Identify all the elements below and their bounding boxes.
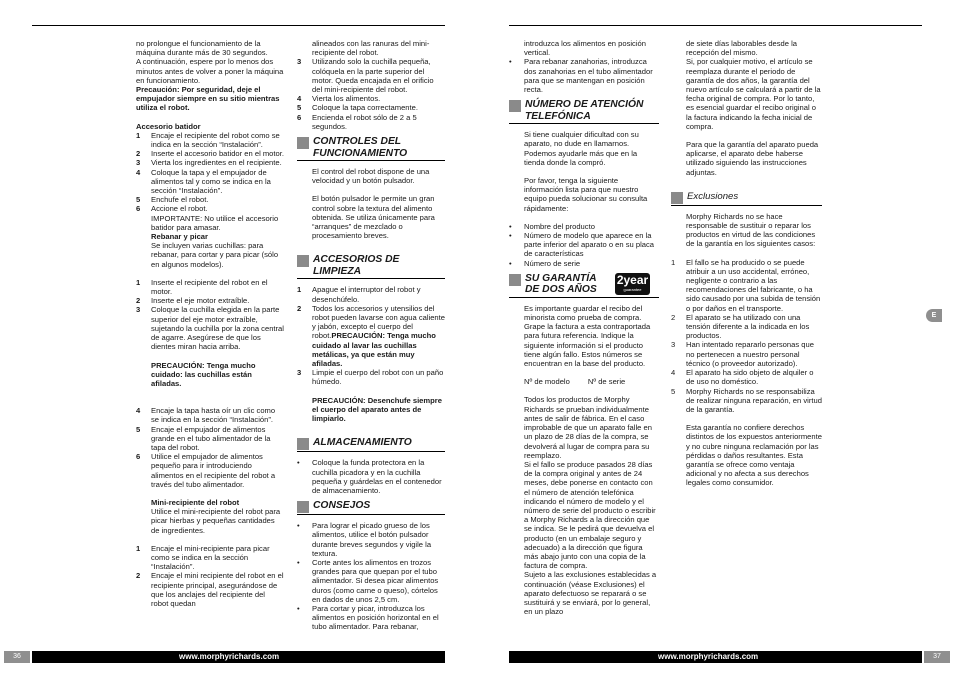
section-heading-text: NÚMERO DE ATENCIÓN TELEFÓNICA [525,99,644,122]
serial-fields [509,377,659,386]
paragraph: Si tiene cualquier dificultad con su aparato, no dude en llamarnos. Podemos ayudarle más que en la tienda donde la compró. [524,130,639,167]
spacer [136,113,284,122]
bullet-text: Corte antes los alimentos en trozos grandes para que quepan por el tubo alimentador. Si desea picar alimentos duros (como carne o queso), córtelos en dados de unos 2,5 cm. [312,557,439,604]
step-number: 6 [136,452,141,462]
spacer [509,167,659,176]
bullet-dot: • [297,458,300,468]
step-text: Utilizando solo la cuchilla pequeña, colóquela en la parte superior del motor. Queda encajada en el orificio del mini-recipiente del robot. [312,57,434,95]
paragraph: Es importante guardar el recibo del minorista como prueba de compra. Grape la factura a esta contraportada para futura referencia. Indique la siguiente información si el producto tiene algún fallo. Estos números se encuentran en la base del producto. [524,303,651,369]
heading-square-marker [671,192,683,204]
section-heading-text: CONSEJOS [313,500,371,512]
numbered-step [136,278,284,296]
spacer [297,387,445,396]
heading-square-marker [297,501,309,513]
step-text: Accione el robot. [151,204,208,214]
section-heading [509,99,659,124]
numbered-step [136,425,284,453]
step-number: 4 [136,167,141,177]
numbered-step [136,452,284,489]
spacer [136,269,284,278]
bullet-text: Nombre del producto [524,221,595,231]
right-footer-url: www.morphyrichards.com [658,652,759,661]
step-text: El fallo se ha producido o se puede atribuir a un uso accidental, erróneo, negligente o contrario a las recomendaciones del fabricante, o ha sido causado por una subida de tensión o por daños en el transporte. [686,257,821,313]
bullet-text: Para rebanar zanahorias, introduzca dos zanahorias en el tubo alimentador para que se mantengan en posición recta. [524,57,653,95]
numbered-step [671,387,822,415]
step-number: 3 [297,57,302,67]
bold-paragraph: Precaución: Por seguridad, deje el empujador siempre en su sitio mientras utiliza el robot. [136,85,280,113]
numbered-step [671,340,822,368]
bullet-item [297,521,445,558]
bullet-text: Número de serie [524,258,581,268]
numbered-step [297,304,445,368]
paragraph: Utilice el mini-recipiente del robot para picar hierbas y pequeñas cantidades de ingredientes. [151,507,281,535]
spacer [671,177,822,186]
paragraph: Todos los productos de Morphy Richards se prueban individualmente antes de salir de fábrica. En el caso improbable de que un aparato falle en un plazo de 28 días de la compra, se devolverá al lugar de compra para su reemplazo. [524,395,652,460]
step-number: 1 [297,285,302,295]
logo-small-text: guarantee [623,286,642,292]
step-number: 5 [297,103,302,113]
right-page-number: 37 [924,651,950,663]
paragraph: Por favor, tenga la siguiente información lista para que nuestro equipo pueda solucionar su consulta rápidamente: [524,176,648,213]
bullet-text: Para cortar y picar, introduzca los alimentos en posición horizontal en el tubo alimentador. Para rebanar, [312,603,439,632]
paragraph: IMPORTANTE: No utilice el accesorio batidor para amasar. [151,213,279,232]
bullet-item [297,458,445,495]
heading-square-marker [297,137,309,149]
logo-big-text: 2year [616,272,649,287]
spacer [136,397,284,406]
heading-square-marker [297,438,309,450]
paragraph: El control del robot dispone de una velocidad y un botón pulsador. [312,167,430,186]
step-text: Vierta los ingredientes en el recipiente. [151,158,282,168]
step-text-normal: Todos los accesorios y utensilios del robot pueden lavarse con agua caliente y jabón, excepto el cuerpo del robot. [312,303,445,341]
step-text: Coloque la tapa y el empujador de alimentos tal y como se indica en la sección “Instalación”. [151,167,271,196]
step-number: 5 [136,424,141,434]
bullet-item [509,259,659,268]
paragraph: Si, por cualquier motivo, el artículo se reemplaza durante el periodo de garantía de dos años, la garantía del nuevo artículo se calculará a partir de la fecha original de compra. Por lo tanto, es esencial guardar el recibo original o la factura indicando la fecha inicial de compra. [686,57,821,131]
step-text: Inserte el accesorio batidor en el motor. [151,149,284,159]
spacer [136,388,284,397]
paragraph: A continuación, espere por lo menos dos minutos antes de volver a poner la máquina en funcionamiento. [136,57,284,85]
right-column-1 [509,39,659,616]
step-number: 5 [136,195,141,205]
serial-number-label: Nº de serie [587,377,626,387]
paragraph: Esta garantía no confiere derechos distintos de los expuestos anteriormente y no cubre ninguna reclamación por las pérdidas o daños resultantes. Esta garantía se ofrece como ventaja adicional y no afecta a sus derechos legales como consumidor. [686,423,822,488]
step-text: El aparato se ha utilizado con una tensión diferente a la indicada en los productos. [686,312,810,341]
step-number: 1 [671,257,676,267]
left-footer-url: www.morphyrichards.com [179,652,280,661]
bullet-item [297,604,445,632]
paragraph: Sujeto a las exclusiones establecidas a continuación (véase Exclusiones) el aparato defectuoso se reparará o se sustituirá y se enviará, por lo general, en un plazo [524,570,657,617]
step-text: Encienda el robot sólo de 2 a 5 segundos. [312,112,417,131]
numbered-step [136,204,284,213]
numbered-step [297,103,445,112]
section-heading-text: ACCESORIOS DE LIMPIEZA [313,254,400,277]
step-number: 1 [136,130,141,140]
spacer [509,213,659,222]
numbered-step [136,305,284,351]
numbered-step [297,57,445,94]
step-number: 3 [136,158,141,168]
step-text: Encaje el empujador de alimentos grande en el tubo alimentador de la tapa del robot. [151,424,271,452]
numbered-step [136,406,284,424]
step-number: 2 [136,296,141,306]
numbered-step [136,296,284,305]
step-text: Encaje el recipiente del robot como se indica en la sección “Instalación”. [151,130,280,150]
spacer [671,414,822,423]
section-heading-text: SU GARANTÍA DE DOS AÑOS [525,272,597,296]
numbered-step [297,113,445,131]
step-text: Utilice el empujador de alimentos pequeño para ir introduciendo alimentos en el recipiente del robot a través del tubo alimentador. [151,452,276,489]
spacer [671,249,822,258]
paragraph: introduzca los alimentos en posición vertical. [524,39,646,58]
bullet-dot: • [509,258,512,268]
spacer [136,489,284,498]
step-text: Coloque la tapa correctamente. [312,103,418,113]
numbered-step [136,168,284,196]
paragraph: no prolongue el funcionamiento de la máquina durante más de 30 segundos. [136,39,268,58]
section-heading-text: Exclusiones [687,190,739,202]
paragraph: alineados con las ranuras del mini-recipiente del robot. [312,39,430,58]
step-number: 3 [671,340,676,350]
numbered-step [297,285,445,303]
numbered-step [671,368,822,386]
numbered-step [136,149,284,158]
model-number-label: Nº de modelo [524,377,570,387]
section-heading [297,500,445,515]
step-text: Encaje el mini-recipiente para picar como se indica en la sección “Instalación”. [151,543,270,572]
step-number: 6 [297,112,302,122]
section-heading [297,136,445,161]
bold-paragraph: Mini-recipiente del robot [151,497,240,507]
bold-paragraph: PRECAUCIÓN: Tenga mucho cuidado: las cuchillas están afiladas. [151,360,256,388]
step-text: Encaje la tapa hasta oír un clic como se indica en la sección “Instalación”. [151,406,276,425]
step-number: 5 [671,386,676,396]
numbered-step [297,94,445,103]
bullet-dot: • [297,521,300,531]
bullet-dot: • [297,557,300,567]
paragraph: El botón pulsador le permite un gran control sobre la textura del alimento obtenida. Se utiliza únicamente para “arranques” de mezclado o procesamiento breves. [312,194,435,241]
step-number: 4 [136,406,141,416]
bullet-text: Número de modelo que aparece en la parte inferior del aparato o en su placa de características [524,231,655,259]
step-number: 1 [136,277,141,287]
bold-paragraph: Accesorio batidor [136,121,201,131]
section-heading-text: ALMACENAMIENTO [313,437,412,449]
numbered-step [671,313,822,341]
spacer [509,368,659,377]
spacer [297,185,445,194]
step-text: El aparato ha sido objeto de alquiler o de uso no doméstico. [686,368,814,387]
step-text-warning: PRECAUCIÓN: Tenga mucho cuidado al lavar las cuchillas metálicas, ya que están muy afiladas. [312,331,436,369]
step-text: Enchufe el robot. [151,195,209,205]
bullet-text: Coloque la funda protectora en la cuchilla picadora y en la cuchilla pequeña y guárdelas en el contenedor de almacenamiento. [312,458,442,495]
step-text: Vierta los alimentos. [312,94,381,104]
step-text [312,304,445,368]
section-heading [297,254,445,279]
bullet-dot: • [509,57,512,67]
left-column-1 [136,39,284,608]
spacer [509,386,659,395]
spacer [136,535,284,544]
left-column-2 [297,39,445,632]
step-number: 4 [297,94,302,104]
section-heading [297,437,445,452]
numbered-step [136,158,284,167]
numbered-step [136,544,284,572]
language-tab-e: E [926,309,942,322]
bullet-dot: • [509,221,512,231]
step-text: Inserte el recipiente del robot en el motor. [151,277,268,297]
two-year-guarantee-logo [615,273,650,295]
step-number: 2 [136,571,141,581]
step-text: Encaje el mini recipiente del robot en el recipiente principal, asegurándose de que los anclajes del recipiente del robot quedan [151,571,284,608]
step-text: Inserte el eje motor extraíble. [151,296,250,306]
step-number: 3 [136,305,141,315]
paragraph: de siete días laborables desde la recepción del mismo. [686,39,798,58]
numbered-step [297,368,445,386]
bold-paragraph: PRECAUCIÓN: Desenchufe siempre el cuerpo del aparato antes de limpiarlo. [312,395,442,424]
step-number: 2 [297,303,302,313]
step-text: Coloque la cuchilla elegida en la parte superior del eje motor extraíble, sujetando la cuchilla por la zona central de agarre. Asegúrese de que los dientes miran hacia arriba. [151,305,284,352]
left-top-rule [32,25,445,26]
step-text: Morphy Richards no se responsabiliza de realizar ninguna reparación, en virtud de la garantía. [686,386,822,414]
step-number: 1 [136,543,141,553]
bullet-dot: • [297,603,300,613]
section-heading [509,273,659,298]
left-footer-bar [32,651,445,663]
step-text: Han intentado repararlo personas que no pertenecen a nuestro personal técnico (o proveedor autorizado). [686,340,814,368]
heading-square-marker [509,100,521,112]
step-number: 2 [671,312,676,322]
bullet-dot: • [509,231,512,241]
bold-paragraph: Rebanar y picar [151,232,208,242]
heading-square-marker [509,274,521,286]
right-footer-bar [509,651,922,663]
step-number: 2 [136,149,141,159]
spacer [297,240,445,249]
right-column-2 [671,39,822,488]
step-text: Limpie el cuerpo del robot con un paño húmedo. [312,368,444,387]
bullet-item [509,222,659,231]
paragraph: Morphy Richards no se hace responsable de sustituir o reparar los productos en virtud de las condiciones de la garantía en los siguientes casos: [686,211,816,249]
section-heading [671,191,822,206]
left-page-number: 36 [4,651,30,663]
section-heading-text: CONTROLES DEL FUNCIONAMIENTO [313,136,408,159]
right-top-rule [509,25,922,26]
numbered-step [136,195,284,204]
spacer [671,131,822,140]
paragraph: Para que la garantía del aparato pueda aplicarse, el aparato debe haberse utilizado siguiendo las instrucciones adjuntas. [686,140,819,177]
numbered-step [671,258,822,313]
heading-square-marker [297,255,309,267]
step-number: 3 [297,368,302,378]
numbered-step [136,571,284,608]
numbered-step [136,131,284,149]
bullet-item [509,57,659,94]
bullet-text: Para lograr el picado grueso de los alimentos, utilice el botón pulsador durante breves segundos y vigile la textura. [312,521,432,558]
paragraph: Se incluyen varias cuchillas: para rebanar, para cortar y para picar (sólo en algunos modelos). [151,241,279,269]
step-number: 6 [136,204,141,214]
bullet-item [509,231,659,259]
step-number: 4 [671,368,676,378]
bullet-item [297,558,445,604]
paragraph: Si el fallo se produce pasados 28 días de la compra original y antes de 24 meses, debe ponerse en contacto con el número de atención telefónica indicando el número de modelo y el número de serie del producto o escribir a Morphy Richards a la dirección que se indica. Se le pedirá que devuelva el producto (en un embalaje seguro y adecuado) a la dirección que figura más abajo junto con una copia de la factura de compra. [524,459,656,571]
spacer [136,352,284,361]
step-text: Apague el interruptor del robot y desenchúfelo. [312,285,421,304]
spacer [297,423,445,432]
